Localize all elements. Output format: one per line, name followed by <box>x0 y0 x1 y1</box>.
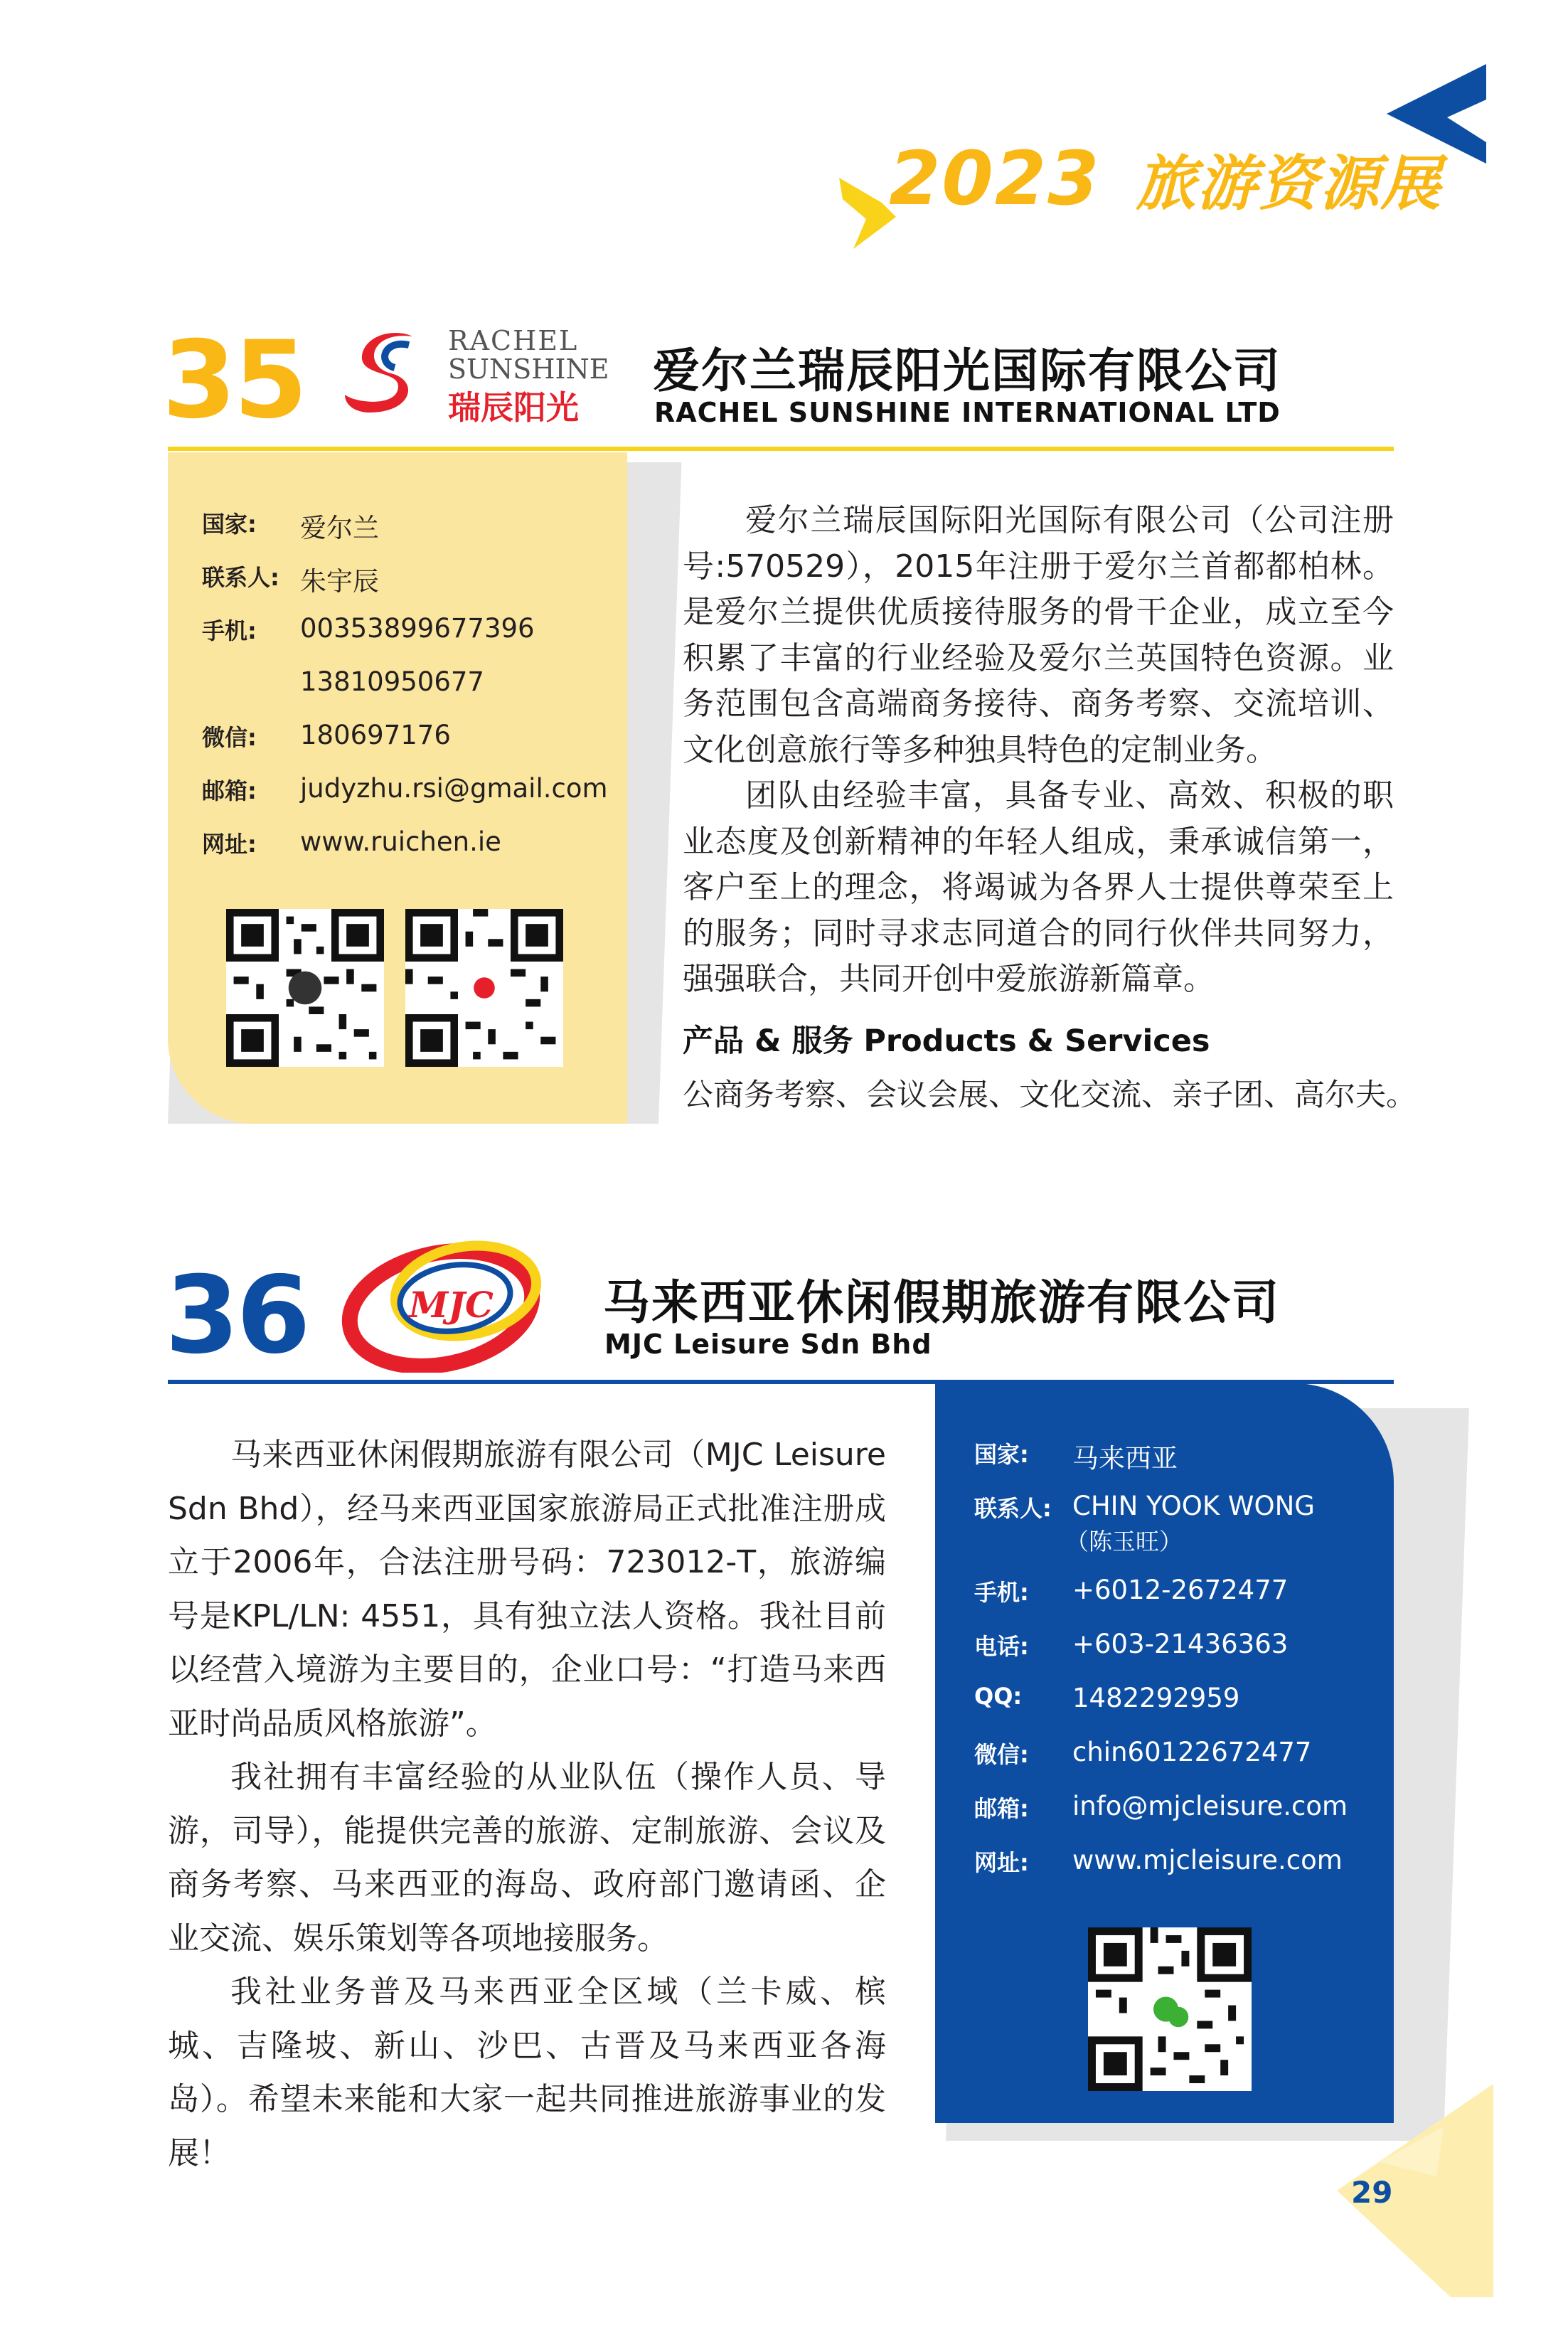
header-year: 2023 <box>889 135 1101 222</box>
value-wechat: chin60122672477 <box>1072 1737 1312 1767</box>
wechat-qr-code <box>1088 1927 1252 2091</box>
value-email: judyzhu.rsi@gmail.com <box>300 773 608 804</box>
company-intro-35 <box>683 498 1394 1003</box>
value-person-cn: （陈玉旺） <box>1065 1528 1183 1555</box>
company-name-en-36: MJC Leisure Sdn Bhd <box>604 1329 932 1360</box>
label-qq: QQ: <box>974 1683 1023 1710</box>
entry-number-36: 36 <box>165 1254 308 1378</box>
logo-line-cn: 瑞辰阳光 <box>448 388 579 427</box>
mjc-logo <box>341 1230 555 1373</box>
label-email: 邮箱: <box>202 777 257 804</box>
company-name-cn-36: 马来西亚休闲假期旅游有限公司 <box>603 1275 1280 1330</box>
contact-list-36 <box>974 1437 1387 1878</box>
logo-line-sunshine: SUNSHINE <box>448 353 609 385</box>
entry-number-35: 35 <box>162 319 305 442</box>
label-wechat: 微信: <box>202 724 257 751</box>
value-country: 爱尔兰 <box>300 513 379 543</box>
header-yellow-chevron <box>839 178 896 249</box>
section-35-rule <box>168 447 1394 451</box>
label-web: 网址: <box>202 831 257 858</box>
value-person: CHIN YOOK WONG <box>1072 1491 1315 1521</box>
value-person: 朱宇辰 <box>300 566 379 597</box>
header-text: 旅游资源展 <box>1136 149 1442 218</box>
rachel-sunshine-emblem <box>341 324 441 423</box>
value-email: info@mjcleisure.com <box>1072 1791 1348 1821</box>
label-phone: 电话: <box>974 1633 1029 1660</box>
company-name-cn-35: 爱尔兰瑞辰阳光国际有限公司 <box>653 344 1281 398</box>
wechat-qr-code <box>226 909 384 1067</box>
intro-paragraph-1: 马来西亚休闲假期旅游有限公司（MJC Leisure Sdn Bhd），经马来西亚国家旅游局正式批准注册成立于2006年，合法注册号码：723012-T，旅游编号是KPL/LN: 4551，具有独立法人资格。我社目前以经营入境游为主要目的，企业口号：“打造马来西亚时尚品质风格旅游”。 <box>168 1437 886 1742</box>
intro-paragraph-2: 我社拥有丰富经验的从业队伍（操作人员、导游，司导），能提供完善的旅游、定制旅游、会议及商务考察、马来西亚的海岛、政府部门邀请函、企业交流、娱乐策划等各项地接服务。 <box>168 1759 886 1957</box>
intro-paragraph-2: 团队由经验丰富，具备专业、高效、积极的职业态度及创新精神的年轻人组成，秉承诚信第一，客户至上的理念，将竭诚为各界人士提供尊荣至上的服务；同时寻求志同道合的同行伙伴共同努力，强强联合，共同开创中爱旅游新篇章。 <box>683 777 1394 997</box>
value-phone: +603-21436363 <box>1072 1629 1289 1659</box>
label-wechat: 微信: <box>974 1741 1029 1768</box>
intro-paragraph-3: 我社业务普及马来西亚全区域（兰卡威、槟城、吉隆坡、新山、沙巴、古晋及马来西亚各海岛）。希望未来能和大家一起共同推进旅游事业的发展！ <box>168 1974 886 2171</box>
label-person: 联系人: <box>974 1495 1052 1522</box>
value-web: www.mjcleisure.com <box>1072 1845 1343 1875</box>
rachel-sunshine-logo <box>341 324 626 427</box>
value-wechat: 180697176 <box>300 720 451 750</box>
label-country: 国家: <box>202 511 257 538</box>
label-person: 联系人: <box>202 564 279 591</box>
value-qq: 1482292959 <box>1072 1683 1240 1713</box>
mjc-logo-text: MJC <box>409 1284 494 1326</box>
company-name-en-35: RACHEL SUNSHINE INTERNATIONAL LTD <box>654 397 1281 428</box>
value-country: 马来西亚 <box>1072 1443 1178 1474</box>
company-intro-36 <box>168 1428 886 2180</box>
label-mobile: 手机: <box>202 617 257 644</box>
logo-line-rachel: RACHEL <box>448 325 579 356</box>
value-web: www.ruichen.ie <box>300 826 501 857</box>
header-title <box>889 135 1441 222</box>
products-heading: 产品 & 服务 Products & Services <box>683 1023 1210 1059</box>
label-mobile: 手机: <box>974 1579 1029 1606</box>
label-email: 邮箱: <box>974 1795 1029 1822</box>
company-qr-code <box>405 909 563 1067</box>
footer-yellow-shape <box>1294 2084 1493 2297</box>
intro-paragraph-1: 爱尔兰瑞辰国际阳光国际有限公司（公司注册号:570529），2015年注册于爱尔兰首都都柏林。是爱尔兰提供优质接待服务的骨干企业，成立至今积累了丰富的行业经验及爱尔兰英国特色资源。业务范围包含高端商务接待、商务考察、交流培训、文化创意旅行等多种独具特色的定制业务。 <box>683 502 1394 768</box>
products-list: 公商务考察、会议会展、文化交流、亲子团、高尔夫。 <box>683 1077 1417 1113</box>
value-mobile-2: 13810950677 <box>300 666 484 697</box>
page-number: 29 <box>1351 2175 1393 2210</box>
value-mobile-1: 00353899677396 <box>300 613 535 644</box>
label-country: 国家: <box>974 1441 1029 1468</box>
value-mobile: +6012-2672477 <box>1072 1575 1289 1605</box>
label-web: 网址: <box>974 1849 1029 1876</box>
